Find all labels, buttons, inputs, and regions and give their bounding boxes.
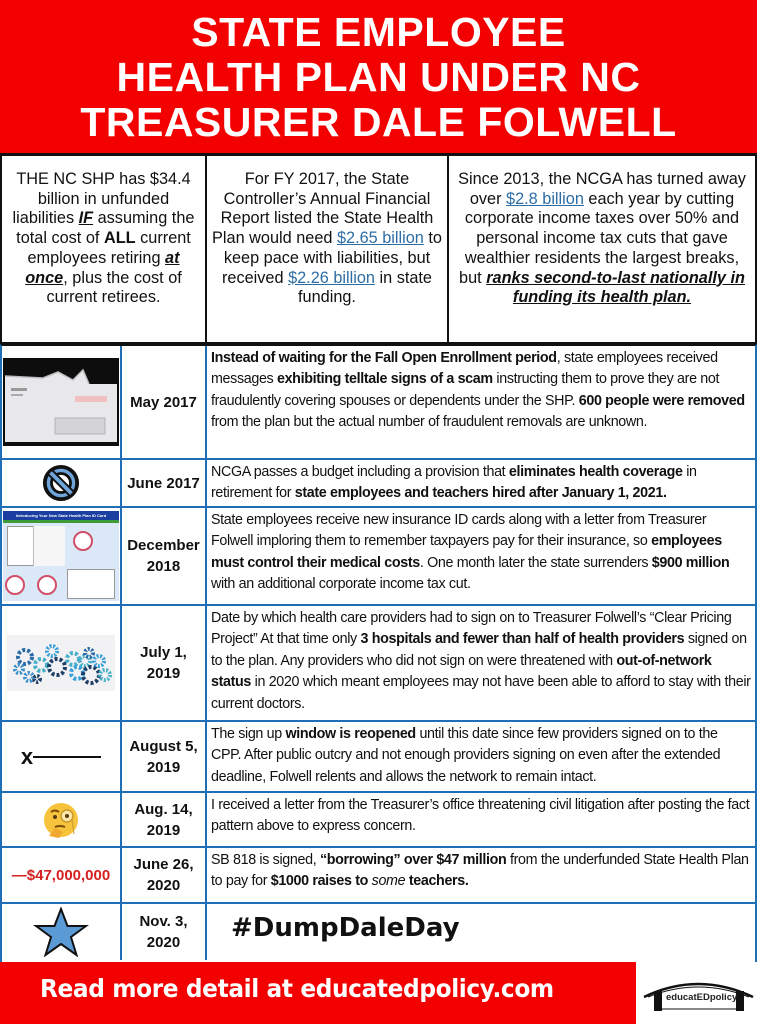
event-description: State employees receive new insurance ID cards along with a letter from Treasurer Folwell imploring them to remember taxpayers pay for their insurance, so employees must control their medical costs. One month later the state surrenders $900 million with an additional corporate income tax cut. bbox=[211, 512, 730, 593]
event-description bbox=[207, 904, 755, 960]
fact-fy2017-funding: For FY 2017, the State Controller’s Annual Financial Report listed the State Health Plan would need $2.65 billion to keep pace with liabilities, but received $2.26 billion in state funding. bbox=[207, 156, 449, 342]
star-icon bbox=[2, 904, 122, 960]
footer-link[interactable]: Read more detail at educatedpolicy.com bbox=[40, 974, 554, 1003]
id-card-flyer-icon bbox=[2, 508, 122, 604]
logo-text: educatEDpolicy bbox=[666, 992, 738, 1003]
flyer-title: Introducing Your New State Health Plan ID Card bbox=[3, 511, 119, 520]
timeline-row bbox=[2, 793, 755, 848]
timeline-row bbox=[2, 904, 755, 960]
fact-tax-cuts: Since 2013, the NCGA has turned away over $2.8 billion each year by cutting corporate income taxes over 50% and personal income tax cuts that gave wealthier residents the largest breaks, but ranks second-to-last nationally in funding its health plan. bbox=[458, 170, 746, 307]
timeline-row bbox=[2, 606, 755, 722]
timeline-table bbox=[0, 344, 757, 962]
footer-banner bbox=[0, 962, 636, 1024]
envelope-photo-icon bbox=[2, 346, 122, 458]
timeline-row bbox=[2, 848, 755, 904]
educatedpolicy-logo bbox=[640, 975, 757, 1020]
event-description: Instead of waiting for the Fall Open Enrollment period, state employees received messages exhibiting telltale signs of a scam instructing them to prove they are not fraudulently covering spouses or dependents under the SHP. 600 people were removed from the plan but the actual number of fraudulent removals are unknown. bbox=[211, 350, 745, 431]
page-title bbox=[0, 0, 757, 153]
link-2-26-billion[interactable]: $2.26 billion bbox=[288, 268, 375, 287]
fact-unfunded-liabilities: THE NC SHP has $34.4 billion in unfunded liabilities IF assuming the total cost of ALL current employees retiring at once, plus the cost of current retirees. bbox=[2, 156, 207, 342]
event-date: May 2017 bbox=[122, 346, 207, 458]
amount-label: —$47,000,000 bbox=[2, 848, 122, 902]
event-date: June 2017 bbox=[122, 460, 207, 506]
link-2-8-billion[interactable]: $2.8 billion bbox=[506, 189, 584, 208]
timeline-row bbox=[2, 460, 755, 508]
event-description: NCGA passes a budget including a provision that eliminates health coverage in retirement for state employees and teachers hired after January 1, 2021. bbox=[211, 464, 697, 502]
event-date: June 26, 2020 bbox=[122, 848, 207, 902]
link-2-65-billion[interactable]: $2.65 billion bbox=[336, 229, 424, 248]
facts-row bbox=[0, 153, 757, 344]
timeline-row bbox=[2, 346, 755, 460]
title-line-1: STATE EMPLOYEE bbox=[191, 9, 566, 55]
gears-icon bbox=[2, 606, 122, 720]
timeline-row bbox=[2, 508, 755, 606]
hashtag: #DumpDaleDay bbox=[231, 913, 460, 943]
prohibited-icon bbox=[2, 460, 122, 506]
event-description: The sign up window is reopened until this date since few providers signed on to the CPP. After public outcry and not enough providers signing on even after the extended deadline, Folwell relents and allows the network to remain intact. bbox=[211, 726, 721, 785]
event-description: Date by which health care providers had to sign on to Treasurer Folwell’s “Clear Pricing Project” At that time only 3 hospitals and fewer than half of health providers signed on to the plan. Any providers who did not sign on were threatened with out-of-network status in 2020 which meant employees may not have been able to afford to stay with their current doctors. bbox=[211, 610, 751, 712]
event-date: December 2018 bbox=[122, 508, 207, 604]
timeline-row bbox=[2, 722, 755, 793]
thinking-monocle-face-icon bbox=[2, 793, 122, 846]
event-date: August 5, 2019 bbox=[122, 722, 207, 791]
title-line-2: HEALTH PLAN UNDER NC bbox=[116, 54, 641, 100]
event-description: I received a letter from the Treasurer’s office threatening civil litigation after posting the fact pattern above to express concern. bbox=[211, 797, 750, 835]
event-date: Aug. 14, 2019 bbox=[122, 793, 207, 846]
title-line-3: TREASURER DALE FOLWELL bbox=[80, 99, 677, 145]
signature-line-icon: x bbox=[2, 722, 122, 791]
event-date: Nov. 3, 2020 bbox=[122, 904, 207, 960]
event-description: SB 818 is signed, “borrowing” over $47 million from the underfunded State Health Plan to pay for $1000 raises to some teachers. bbox=[211, 852, 749, 890]
event-date: July 1, 2019 bbox=[122, 606, 207, 720]
